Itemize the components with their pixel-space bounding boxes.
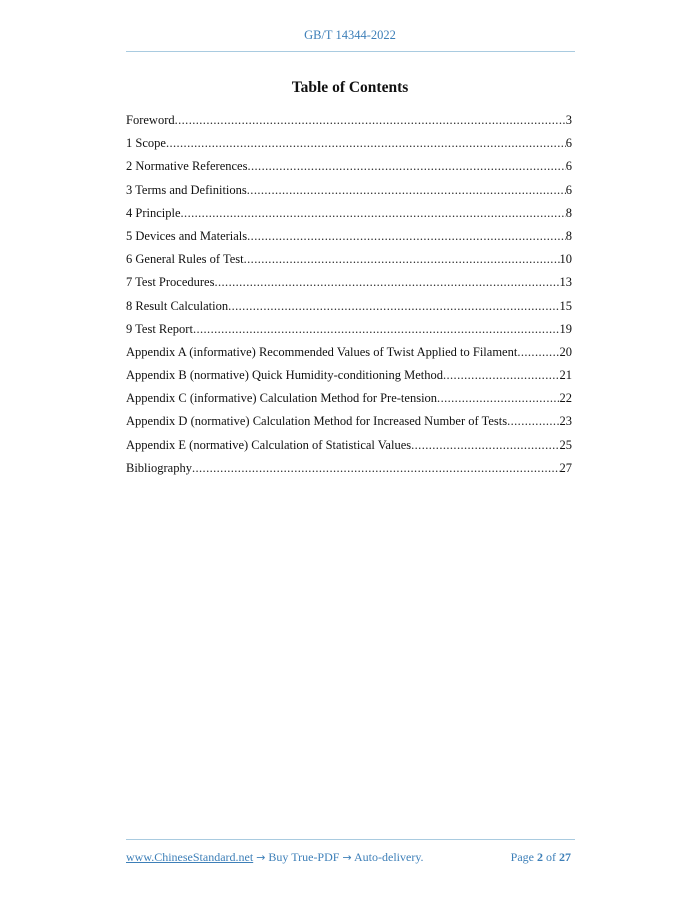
toc-entry-page: 6: [565, 159, 572, 174]
toc-entry-title: Appendix D (normative) Calculation Method for Increased Number of Tests: [126, 414, 508, 429]
toc-entry-title: 3 Terms and Definitions: [126, 182, 247, 197]
toc-entry-page: 3: [565, 113, 572, 127]
toc-entry-title: 6 General Rules of Test: [126, 252, 244, 267]
toc-entry-title: 8 Result Calculation: [126, 298, 229, 313]
toc-entry-scope[interactable]: [126, 134, 572, 157]
dot-leader: [507, 412, 559, 430]
dot-leader: [193, 320, 560, 338]
toc-entry-page: 25: [559, 437, 572, 452]
toc-entry-result-calculation[interactable]: [126, 297, 572, 320]
page-label: Page: [510, 850, 534, 864]
arrow-right-icon: →: [256, 851, 266, 864]
toc-entry-title: Appendix A (informative) Recommended Values of Twist Applied to Filament: [126, 344, 518, 359]
toc-entry-test-procedures[interactable]: [126, 273, 572, 296]
toc-entry-appendix-e[interactable]: [126, 436, 572, 459]
toc-title: Table of Contents: [291, 79, 409, 96]
toc-entry-devices-materials[interactable]: [126, 227, 572, 250]
toc-entry-normative-references[interactable]: [126, 157, 572, 180]
dot-leader: [192, 459, 560, 477]
toc-entry-title: 2 Normative References: [126, 159, 248, 174]
toc-entry-page: 21: [559, 368, 572, 383]
toc-entry-title: Foreword: [126, 113, 175, 127]
toc-entry-page: 23: [559, 414, 572, 429]
website-link[interactable]: www.ChineseStandard.net: [126, 850, 254, 864]
toc-entry-foreword[interactable]: [126, 111, 572, 134]
toc-entry-appendix-d[interactable]: [126, 412, 572, 435]
toc-entry-appendix-c[interactable]: [126, 389, 572, 412]
dot-leader: [228, 297, 559, 315]
toc-entry-title: Bibliography: [126, 460, 192, 475]
toc-entry-page: 8: [565, 205, 572, 220]
toc-entry-terms-definitions[interactable]: [126, 181, 572, 204]
header-divider: [126, 51, 575, 52]
toc-entry-title: 5 Devices and Materials: [126, 228, 248, 243]
toc-entry-page: 22: [559, 391, 572, 406]
toc-entry-appendix-b[interactable]: [126, 366, 572, 389]
dot-leader: [175, 111, 566, 129]
dot-leader: [443, 366, 560, 384]
toc-entry-page: 10: [559, 252, 572, 267]
toc-entry-title: 9 Test Report: [126, 321, 193, 336]
arrow-right-icon: →: [342, 851, 352, 864]
dot-leader: [247, 181, 566, 199]
toc-entry-page: 15: [559, 298, 572, 313]
toc-entry-appendix-a[interactable]: [126, 343, 572, 366]
toc-entry-page: 20: [559, 344, 572, 359]
dot-leader: [244, 250, 560, 268]
toc-entry-title: 1 Scope: [126, 136, 166, 151]
toc-entry-page: 13: [559, 275, 572, 290]
dot-leader: [411, 436, 559, 454]
toc-entry-bibliography[interactable]: [126, 459, 572, 482]
buy-true-pdf-text: Buy True-PDF: [268, 850, 340, 864]
dot-leader: [247, 227, 566, 245]
toc-entry-test-report[interactable]: [126, 320, 572, 343]
page-indicator: [511, 850, 571, 865]
dot-leader: [166, 134, 566, 152]
footer-promo: [126, 850, 424, 865]
toc-entry-page: 27: [559, 460, 572, 475]
dot-leader: [214, 273, 559, 291]
dot-leader: [247, 157, 565, 175]
toc-list: [126, 111, 572, 482]
toc-entry-title: 7 Test Procedures: [126, 275, 215, 290]
total-pages-number: 27: [559, 850, 571, 864]
toc-entry-title: Appendix B (normative) Quick Humidity-conditioning Method: [126, 368, 443, 383]
toc-entry-general-rules[interactable]: [126, 250, 572, 273]
toc-entry-page: 6: [565, 136, 572, 151]
auto-delivery-text: Auto-delivery.: [354, 850, 424, 864]
toc-entry-principle[interactable]: [126, 204, 572, 227]
toc-entry-page: 19: [559, 321, 572, 336]
current-page-number: 2: [537, 850, 543, 864]
document-header-code: GB/T 14344-2022: [304, 28, 396, 42]
toc-entry-title: Appendix E (normative) Calculation of Statistical Values: [126, 437, 412, 452]
dot-leader: [437, 389, 559, 407]
toc-entry-page: 8: [565, 228, 572, 243]
toc-entry-title: Appendix C (informative) Calculation Method for Pre-tension: [126, 391, 438, 406]
page-of-label: of: [546, 850, 556, 864]
dot-leader: [517, 343, 559, 361]
toc-entry-page: 6: [565, 182, 572, 197]
toc-entry-title: 4 Principle: [126, 205, 181, 220]
dot-leader: [181, 204, 566, 222]
footer-divider: [126, 839, 575, 840]
